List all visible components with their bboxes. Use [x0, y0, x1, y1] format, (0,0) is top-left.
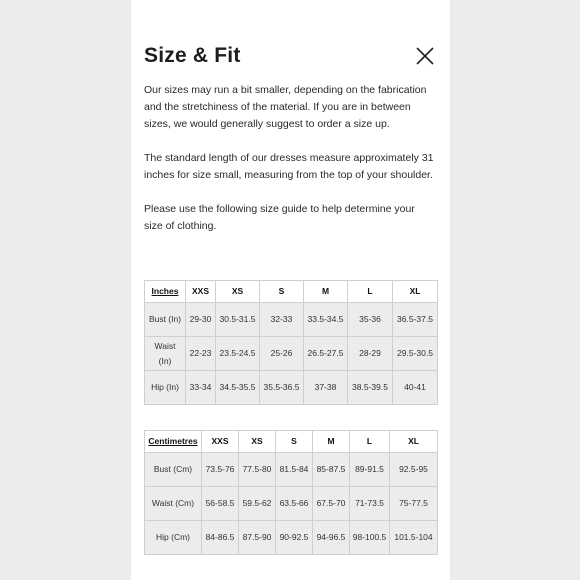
- table-cell: 23.5-24.5: [216, 337, 260, 371]
- table-cell: 81.5-84: [276, 453, 313, 487]
- table-cell: 30.5-31.5: [216, 303, 260, 337]
- length-note-paragraph: The standard length of our dresses measure approximately 31 inches for size small, measuring from the top of your shoulder.: [144, 152, 434, 181]
- size-header-cell: XS: [216, 281, 260, 303]
- table-header-row: [145, 281, 438, 303]
- row-label: Hip (In): [145, 371, 186, 405]
- table-cell: 56-58.5: [202, 487, 239, 521]
- table-cell: 37-38: [304, 371, 348, 405]
- size-header-cell: S: [260, 281, 304, 303]
- table-cell: 77.5-80: [239, 453, 276, 487]
- size-header-cell: XXS: [186, 281, 216, 303]
- table-row: [145, 303, 438, 337]
- table-cell: 35-36: [348, 303, 393, 337]
- table-cell: 63.5-66: [276, 487, 313, 521]
- size-header-cell: XL: [393, 281, 438, 303]
- table-cell: 28-29: [348, 337, 393, 371]
- table-cell: 73.5-76: [202, 453, 239, 487]
- row-label: Waist (Cm): [145, 487, 202, 521]
- size-header-cell: L: [348, 281, 393, 303]
- row-label: Hip (Cm): [145, 521, 202, 555]
- table-row: [145, 453, 438, 487]
- table-cell: 38.5-39.5: [348, 371, 393, 405]
- table-cell: 75-77.5: [390, 487, 438, 521]
- size-header-cell: M: [313, 431, 350, 453]
- table-cell: 85-87.5: [313, 453, 350, 487]
- row-label: Waist (In): [145, 337, 186, 371]
- row-label: Bust (Cm): [145, 453, 202, 487]
- table-cell: 84-86.5: [202, 521, 239, 555]
- table-cell: 90-92.5: [276, 521, 313, 555]
- size-guide-intro-paragraph: Please use the following size guide to help determine your size of clothing.: [144, 203, 415, 232]
- table-cell: 29-30: [186, 303, 216, 337]
- size-header-cell: L: [350, 431, 390, 453]
- modal-title: Size & Fit: [144, 44, 241, 67]
- unit-label: Inches: [145, 281, 186, 303]
- table-row: [145, 337, 438, 371]
- table-cell: 34.5-35.5: [216, 371, 260, 405]
- size-header-cell: M: [304, 281, 348, 303]
- fit-note-paragraph: Our sizes may run a bit smaller, depending on the fabrication and the stretchiness of the material. If you are in between sizes, we would generally suggest to order a size up.: [144, 84, 427, 130]
- table-row: [145, 521, 438, 555]
- table-header-row: [145, 431, 438, 453]
- centimetres-size-table: [144, 430, 438, 555]
- unit-label: Centimetres: [145, 431, 202, 453]
- size-header-cell: XL: [390, 431, 438, 453]
- table-cell: 22-23: [186, 337, 216, 371]
- table-cell: 87.5-90: [239, 521, 276, 555]
- table-cell: 36.5-37.5: [393, 303, 438, 337]
- table-cell: 29.5-30.5: [393, 337, 438, 371]
- close-icon[interactable]: [414, 45, 436, 67]
- size-header-cell: XS: [239, 431, 276, 453]
- table-cell: 59.5-62: [239, 487, 276, 521]
- table-row: [145, 487, 438, 521]
- table-cell: 67.5-70: [313, 487, 350, 521]
- table-cell: 26.5-27.5: [304, 337, 348, 371]
- table-cell: 33.5-34.5: [304, 303, 348, 337]
- size-header-cell: XXS: [202, 431, 239, 453]
- table-cell: 33-34: [186, 371, 216, 405]
- table-cell: 35.5-36.5: [260, 371, 304, 405]
- table-cell: 101.5-104: [390, 521, 438, 555]
- table-row: [145, 371, 438, 405]
- table-cell: 92.5-95: [390, 453, 438, 487]
- table-cell: 40-41: [393, 371, 438, 405]
- row-label: Bust (In): [145, 303, 186, 337]
- table-cell: 89-91.5: [350, 453, 390, 487]
- table-cell: 98-100.5: [350, 521, 390, 555]
- table-cell: 32-33: [260, 303, 304, 337]
- table-cell: 71-73.5: [350, 487, 390, 521]
- table-cell: 25-26: [260, 337, 304, 371]
- size-header-cell: S: [276, 431, 313, 453]
- table-cell: 94-96.5: [313, 521, 350, 555]
- inches-size-table: [144, 280, 438, 405]
